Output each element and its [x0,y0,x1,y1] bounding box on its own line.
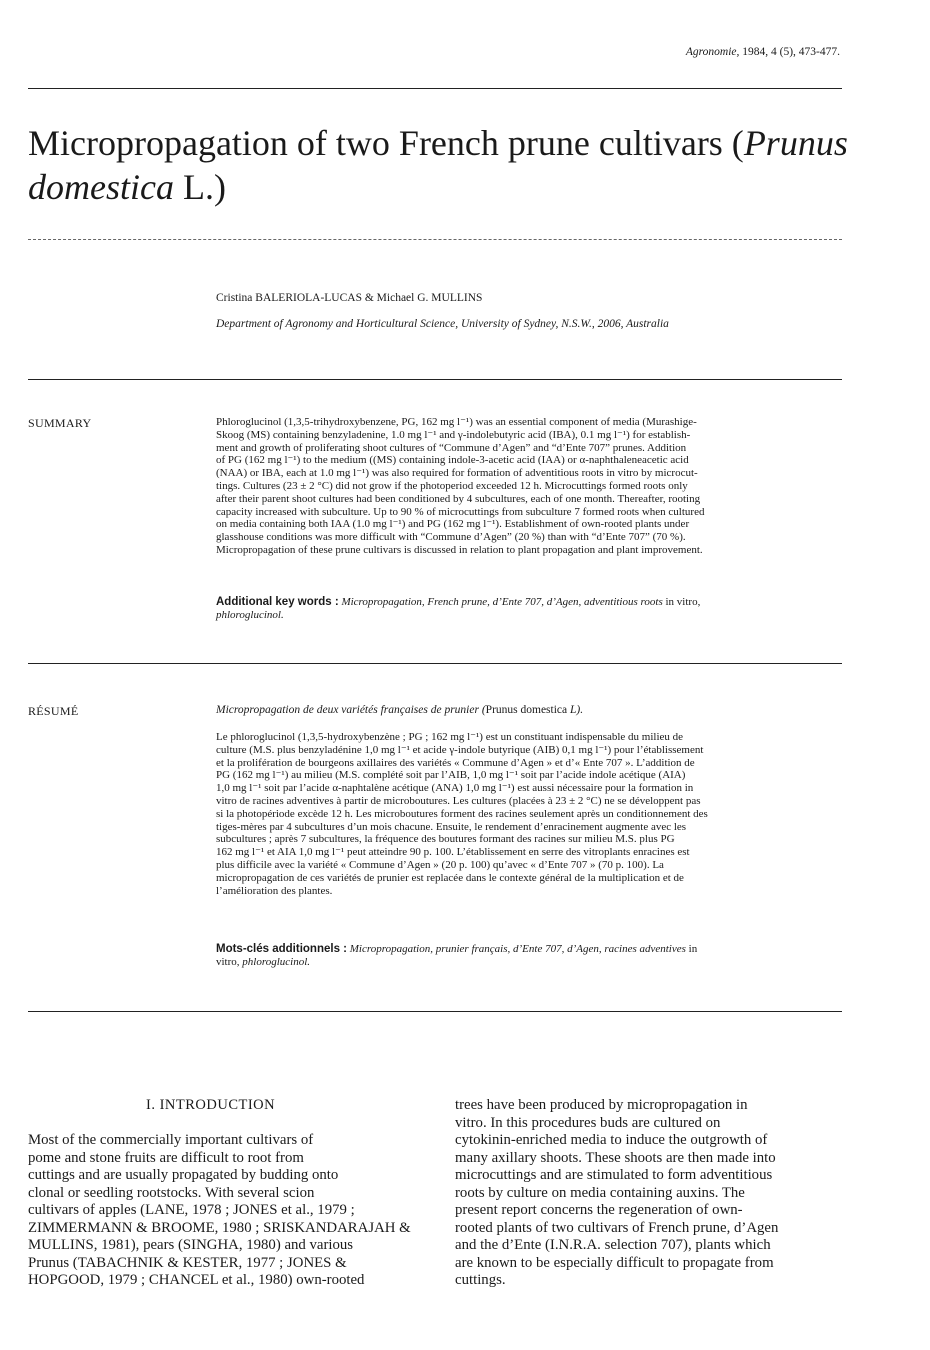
resume-line: si la photopériode excède 12 h. Les microboutures forment des racines seulement après un conditionnement des [216,807,708,820]
summary-line: ment and growth of proliferating shoot cultures of “Commune d’Agen” and “d’Ente 707” prunes. Addition [216,441,687,454]
resume-keywords-label: Mots-clés additionnels : [216,943,347,955]
summary-keywords [216,596,842,622]
resume-line: PG (162 mg l⁻¹) au milieu (M.S. complété soit par l’AIB, 1,0 mg l⁻¹ soit par l’acide indole acétique (AIA) [216,769,686,782]
summary-line: of PG (162 mg l⁻¹) to the medium ((MS) containing indole-3-acetic acid (IAA) or α-naphthaleneacetic acid [216,454,689,467]
resume-keywords-tail2a: vitro, [216,956,243,968]
intro-right-line: cytokinin-enriched media to induce the outgrowth of [455,1132,768,1148]
resume-line: subcultures ; après 7 subcultures, la fréquence des boutures formant des racines sur milieu M.S. plus PG [216,833,675,846]
intro-right-line: are known to be especially difficult to propagate from [455,1254,774,1271]
resume-subtitle-a: Micropropagation de deux variétés françaises de prunier ( [216,704,486,716]
resume-subtitle-c: L). [567,704,584,716]
intro-right-line: cuttings. [455,1272,506,1288]
resume-keywords-tail1: in [685,943,698,955]
resume-keywords-tail2b: phloroglucinol. [242,956,311,968]
intro-left-line: Prunus (TABACHNIK & KESTER, 1977 ; JONES & [28,1254,347,1271]
header-rule [28,88,842,89]
intro-right-line: many axillary shoots. These shoots are then made into [455,1149,776,1166]
authors: Cristina BALERIOLA-LUCAS & Michael G. MULLINS [216,292,483,304]
intro-right-line: trees have been produced by micropropagation in [455,1097,748,1113]
intro-right-line: present report concerns the regeneration of own- [455,1202,743,1218]
summary-keywords-tail1: in vitro, [662,596,701,608]
intro-left-line: Most of the commercially important cultivars of [28,1132,314,1148]
summary-line: glasshouse conditions was more difficult with “Commune d’Agen” (20 %) than with “d’Ente 707” (70 %). [216,531,686,544]
resume-line: tiges-mères par 4 subcultures d’un mois chacune. Ensuite, le rendement d’enracinement augmente avec les [216,820,687,833]
resume-line: Le phloroglucinol (1,3,5-hydroxybenzène ; PG ; 162 mg l⁻¹) est un constituant indispensable du milieu de [216,731,684,743]
resume-line: l’amélioration des plantes. [216,884,333,897]
resume-subtitle-b: Prunus domestica [485,704,568,716]
resume-line: 1,0 mg l⁻¹ soit par l’acide α-naphtalène acétique (ANA) 1,0 mg l⁻¹) est aussi nécessaire pour la formation in [216,782,694,795]
intro-left-line: pome and stone fruits are difficult to root from [28,1149,304,1166]
intro-left-line: cultivars of apples (LANE, 1978 ; JONES et al., 1979 ; [28,1202,355,1218]
intro-left-line: MULLINS, 1981), pears (SINGHA, 1980) and various [28,1237,354,1253]
resume-line: micropropagation de ces variétés de prunier est replacée dans le contexte général de la multiplication et de [216,871,684,884]
intro-right-line: roots by culture on media containing auxins. The [455,1184,745,1201]
authors-rule [28,379,842,380]
article-title [28,121,858,209]
affiliation: Department of Agronomy and Horticultural Science, University of Sydney, N.S.W., 2006, Australia [216,318,669,330]
intro-left-column [28,1132,413,1290]
journal-citation: Agronomie, 1984, 4 (5), 473-477. [685,46,840,58]
title-genus: Prunus [743,123,848,163]
title-text: Micropropagation of two French prune cultivars ( [28,123,744,163]
intro-right-column [455,1097,840,1290]
journal-volume: 1984, 4 (5), 473-477. [742,46,840,58]
summary-line: tings. Cultures (23 ± 2 °C) did not grow if the photoperiod exceeded 12 h. Microcuttings formed roots only [216,479,688,492]
summary-line: Skoog (MS) containing benzyladenine, 1.0 mg l⁻¹ and γ-indolebutyric acid (IBA), 0.1 mg l⁻¹) for establish- [216,428,691,441]
summary-line: capacity increased with subculture. Up to 90 % of microcuttings from subculture 7 formed roots when cultured [216,505,705,518]
summary-heading: SUMMARY [28,416,92,430]
title-species: domestica [28,167,174,207]
intro-right-line: rooted plants of two cultivars of French prune, d’Agen [455,1219,779,1236]
summary-line: (NAA) or IBA, each at 1.0 mg l⁻¹) was also required for formation of adventitious roots in vitro by microcut- [216,467,698,480]
summary-line: Phloroglucinol (1,3,5-trihydroxybenzene, PG, 162 mg l⁻¹) was an essential component of media (Murashige- [216,416,697,428]
summary-rule [28,663,842,664]
resume-subtitle [216,704,583,716]
summary-body [216,416,842,557]
intro-left-line: clonal or seedling rootstocks. With several scion [28,1184,315,1201]
intro-right-line: and the d’Ente (I.N.R.A. selection 707), plants which [455,1237,771,1253]
summary-line: on media containing both IAA (1.0 mg l⁻¹) and PG (162 mg l⁻¹). Establishment of own-rooted plants under [216,518,690,531]
resume-line: 162 mg l⁻¹ et AIA 1,0 mg l⁻¹ peut atteindre 90 p. 100. L’établissement en serre des vitroplants enracines est [216,846,690,859]
resume-keywords [216,943,842,969]
resume-heading: RÉSUMÉ [28,704,79,718]
summary-line: Micropropagation of these prune cultivars is discussed in relation to plant propagation and plant improvement. [216,543,703,556]
title-divider [28,239,842,240]
resume-line: plus difficile avec la variété « Commune d’Agen » (20 p. 100) qu’avec « d’Ente 707 » (70 p. 100). La [216,858,664,871]
intro-heading: I. INTRODUCTION [146,1097,276,1113]
journal-name: Agronomie [685,46,737,58]
resume-keywords-text: Micropropagation, prunier français, d’Ente 707, d’Agen, racines adventives [347,943,686,955]
intro-left-line: cuttings and are usually propagated by budding onto [28,1167,339,1183]
summary-keywords-label: Additional key words : [216,596,339,608]
resume-line: culture (M.S. plus benzyladénine 1,0 mg l⁻¹ et acide γ-indole butyrique (AIB) 0,1 mg l⁻¹) pour l’établissement [216,743,704,756]
summary-keywords-text: Micropropagation, French prune, d’Ente 707, d’Agen, adventitious roots [338,596,663,608]
resume-body [216,731,842,897]
summary-keywords-tail2: phloroglucinol. [216,609,284,621]
intro-left-line: ZIMMERMANN & BROOME, 1980 ; SRISKANDARAJAH & [28,1219,411,1236]
resume-line: et la prolifération de bourgeons axillaires des variétés « Commune d’Agen » et d’« Ente 707 ». L’addition de [216,756,695,769]
resume-rule [28,1011,842,1012]
resume-line: vitro de racines adventives à partir de microboutures. Les cultures (placées à 23 ± 2 °C) ne se développent pas [216,794,701,807]
summary-line: after their parent shoot cultures had been conditioned by 4 subcultures, each of one month. Thereafter, rooting [216,492,701,505]
title-tail: L.) [173,167,226,207]
intro-left-line: HOPGOOD, 1979 ; CHANCEL et al., 1980) own-rooted [28,1272,365,1288]
intro-right-line: vitro. In this procedures buds are cultured on [455,1114,721,1131]
intro-right-line: microcuttings and are stimulated to form adventitious [455,1167,773,1183]
